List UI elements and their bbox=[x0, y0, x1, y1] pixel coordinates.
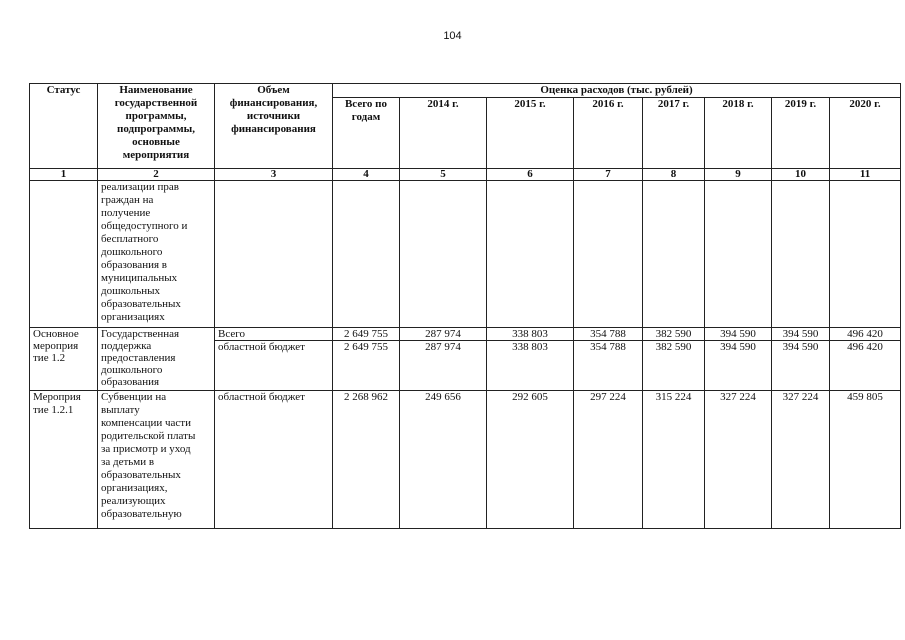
value-cell bbox=[487, 181, 574, 328]
value-cell bbox=[400, 181, 487, 328]
header-year-2020: 2020 г. bbox=[830, 98, 901, 169]
value-cell bbox=[830, 181, 901, 328]
value-cell: 2 649 755 bbox=[333, 341, 400, 391]
value-cell: 354 788 bbox=[574, 341, 643, 391]
value-cell bbox=[574, 181, 643, 328]
header-year-2014: 2014 г. bbox=[400, 98, 487, 169]
column-number: 6 bbox=[487, 169, 574, 181]
financing-cell bbox=[215, 181, 333, 328]
value-cell: 287 974 bbox=[400, 341, 487, 391]
column-number: 4 bbox=[333, 169, 400, 181]
header-year-2018: 2018 г. bbox=[705, 98, 772, 169]
column-number: 8 bbox=[643, 169, 705, 181]
value-cell: 394 590 bbox=[705, 341, 772, 391]
table-row-event-1-2-total bbox=[30, 328, 901, 341]
expense-estimate-table bbox=[29, 83, 901, 529]
value-cell: 315 224 bbox=[643, 391, 705, 529]
program-name-cell: реализации прав граждан на получение общедоступного и бесплатного дошкольного образования в муниципальных дошкольных образовательных организациях bbox=[98, 181, 215, 328]
value-cell: 297 224 bbox=[574, 391, 643, 529]
value-cell: 382 590 bbox=[643, 328, 705, 341]
value-cell: 338 803 bbox=[487, 328, 574, 341]
header-financing: Объем финансирования, источники финансирования bbox=[215, 84, 333, 169]
financing-source-cell: Всего bbox=[215, 328, 333, 341]
header-status: Статус bbox=[30, 84, 98, 169]
status-cell: Основное мероприя тие 1.2 bbox=[30, 328, 98, 391]
status-cell: Мероприя тие 1.2.1 bbox=[30, 391, 98, 529]
column-number-row bbox=[30, 169, 901, 181]
value-cell bbox=[643, 181, 705, 328]
program-name-cell: Государственная поддержка предоставления дошкольного образования bbox=[98, 328, 215, 391]
column-number: 2 bbox=[98, 169, 215, 181]
value-cell: 394 590 bbox=[772, 341, 830, 391]
value-cell: 382 590 bbox=[643, 341, 705, 391]
value-cell: 394 590 bbox=[705, 328, 772, 341]
header-expense-estimate: Оценка расходов (тыс. рублей) bbox=[333, 84, 901, 98]
header-year-2019: 2019 г. bbox=[772, 98, 830, 169]
column-number: 1 bbox=[30, 169, 98, 181]
value-cell bbox=[705, 181, 772, 328]
table-row-event-1-2-1 bbox=[30, 391, 901, 529]
value-cell: 327 224 bbox=[772, 391, 830, 529]
column-number: 3 bbox=[215, 169, 333, 181]
column-number: 5 bbox=[400, 169, 487, 181]
value-cell: 338 803 bbox=[487, 341, 574, 391]
financing-source-cell: областной бюджет bbox=[215, 341, 333, 391]
column-number: 7 bbox=[574, 169, 643, 181]
header-total-by-years: Всего по годам bbox=[333, 98, 400, 169]
page-number: 104 bbox=[443, 30, 462, 42]
column-number: 9 bbox=[705, 169, 772, 181]
header-year-2017: 2017 г. bbox=[643, 98, 705, 169]
value-cell: 2 649 755 bbox=[333, 328, 400, 341]
value-cell bbox=[772, 181, 830, 328]
header-program-name: Наименование государственной программы, подпрограммы, основные мероприятия bbox=[98, 84, 215, 169]
status-cell bbox=[30, 181, 98, 328]
value-cell: 287 974 bbox=[400, 328, 487, 341]
value-cell bbox=[333, 181, 400, 328]
table-row-continuation bbox=[30, 181, 901, 328]
value-cell: 327 224 bbox=[705, 391, 772, 529]
value-cell: 496 420 bbox=[830, 328, 901, 341]
value-cell: 354 788 bbox=[574, 328, 643, 341]
header-year-2016: 2016 г. bbox=[574, 98, 643, 169]
financing-source-cell: областной бюджет bbox=[215, 391, 333, 529]
value-cell: 292 605 bbox=[487, 391, 574, 529]
value-cell: 2 268 962 bbox=[333, 391, 400, 529]
value-cell: 496 420 bbox=[830, 341, 901, 391]
value-cell: 394 590 bbox=[772, 328, 830, 341]
value-cell: 249 656 bbox=[400, 391, 487, 529]
program-name-cell: Субвенции на выплату компенсации части родительской платы за присмотр и уход за детьми в образовательных организациях, реализующих образовательную bbox=[98, 391, 215, 529]
column-number: 11 bbox=[830, 169, 901, 181]
column-number: 10 bbox=[772, 169, 830, 181]
value-cell: 459 805 bbox=[830, 391, 901, 529]
header-year-2015: 2015 г. bbox=[487, 98, 574, 169]
